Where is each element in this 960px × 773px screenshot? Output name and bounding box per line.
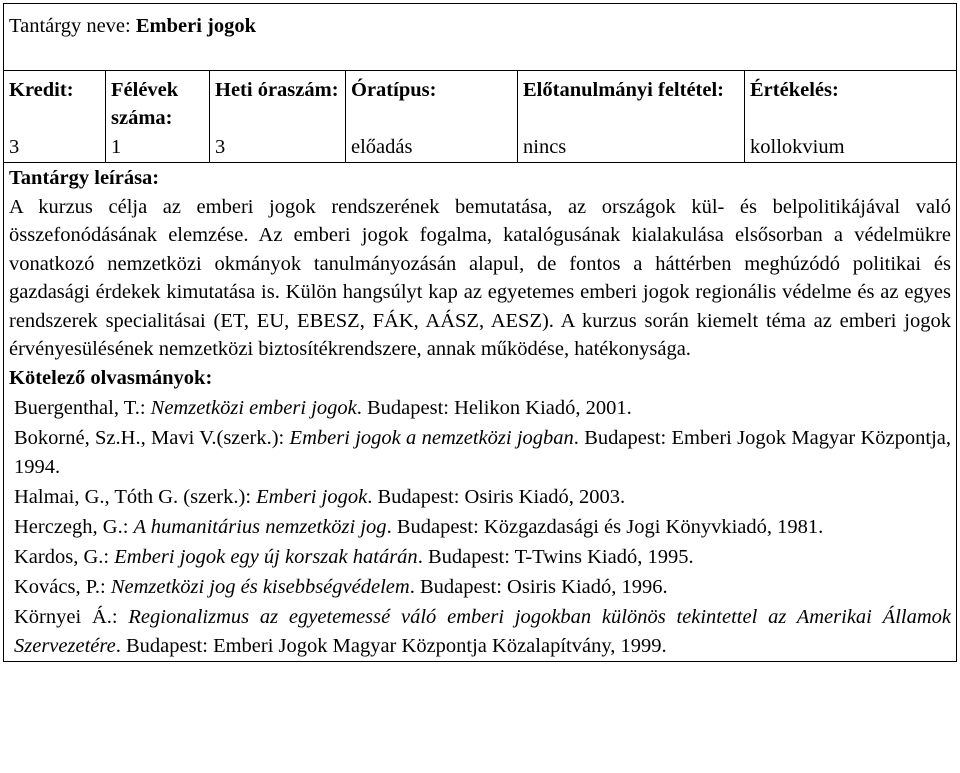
meta-label: Félévek száma: [111,79,179,129]
reading-publisher: . Budapest: T-Twins Kiadó, 1995. [417,546,694,568]
reading-title: Nemzetközi jog és kisebbségvédelem [110,576,410,598]
reading-title: Nemzetközi emberi jogok [150,397,357,419]
meta-row [4,71,957,163]
meta-label: Kredit: [9,79,74,101]
reading-author: Bokorné, Sz.H., Mavi V.(szerk.): [14,427,285,449]
meta-label: Értékelés: [750,79,839,101]
reading-publisher: . Budapest: Helikon Kiadó, 2001. [356,397,632,419]
reading-publisher: . Budapest: Osiris Kiadó, 1996. [409,576,668,598]
meta-value: 3 [9,136,20,158]
meta-value: nincs [523,136,567,158]
reading-author: Kovács, P.: [14,576,106,598]
meta-semesters [106,71,210,163]
meta-value: kollokvium [750,136,845,158]
meta-label: Előtanulmányi feltétel: [523,79,724,101]
reading-item [14,394,951,423]
reading-title: A humanitárius nemzetközi jog [133,516,387,538]
reading-author: Buergenthal, T.: [14,397,146,419]
course-table [3,3,957,662]
meta-label: Óratípus: [351,79,437,101]
reading-title: Regionalizmus az egyetemessé váló emberi jogokban különös tekintettel az Amerikai Államok Szervezetére [14,606,951,657]
meta-evaluation [745,71,957,163]
meta-prerequisite [518,71,745,163]
meta-label: Heti óraszám: [215,79,339,101]
readings-list [9,394,951,661]
subject-label: Tantárgy neve: [9,15,131,37]
reading-publisher: . Budapest: Emberi Jogok Magyar Központja, 1994. [14,427,952,478]
reading-publisher: . Budapest: Közgazdasági és Jogi Könyvkiadó, 1981. [386,516,824,538]
readings-heading: Kötelező olvasmányok: [9,366,213,389]
reading-item [14,543,951,572]
meta-value: 3 [215,136,226,158]
body-row [4,163,957,662]
reading-title: Emberi jogok [256,486,368,508]
course-sheet [3,3,956,770]
reading-title: Emberi jogok egy új korszak határán [114,546,418,568]
reading-author: Herczegh, G.: [14,516,129,538]
reading-publisher: . Budapest: Osiris Kiadó, 2003. [367,486,626,508]
reading-item [14,573,951,602]
reading-item [14,603,951,661]
reading-author: Környei Á.: [14,606,118,628]
meta-value: előadás [351,136,413,158]
meta-class-type [346,71,518,163]
reading-author: Kardos, G.: [14,546,110,568]
reading-item [14,483,951,512]
meta-weekly-hours [210,71,346,163]
description-heading: Tantárgy leírása: [9,167,160,189]
title-row [4,4,957,71]
reading-publisher: . Budapest: Emberi Jogok Magyar Központja Közalapítvány, 1999. [115,635,667,657]
reading-title: Emberi jogok a nemzetközi jogban [289,427,574,449]
description-text: A kurzus célja az emberi jogok rendszerének bemutatása, az országok kül- és belpolitikájával való összefonódásának elemzése. Az emberi jogok fogalma, katalógusának kialakulása elsősorban a védelmükre vonatkozó nemzetközi okmányok tanulmányozásán alapul, de fontos a háttérben meghúzódó politikai és gazdasági érdekek kimutatása is. Külön hangsúlyt kap az egyetemes emberi jogok regionális védelme és az egyes rendszerek specialitásai (ET, EU, EBESZ, FÁK, AÁSZ, AESZ). A kurzus során kiemelt téma az emberi jogok érvényesülésének nemzetközi biztosítékrendszere, annak működése, hatékonysága. [9,195,951,360]
subject-name: Emberi jogok [135,15,256,37]
body-cell [4,163,957,662]
reading-item [14,424,951,482]
title-cell [4,4,957,71]
reading-author: Halmai, G., Tóth G. (szerk.): [14,486,252,508]
meta-credit [4,71,106,163]
reading-item [14,513,951,542]
meta-value: 1 [111,136,122,158]
